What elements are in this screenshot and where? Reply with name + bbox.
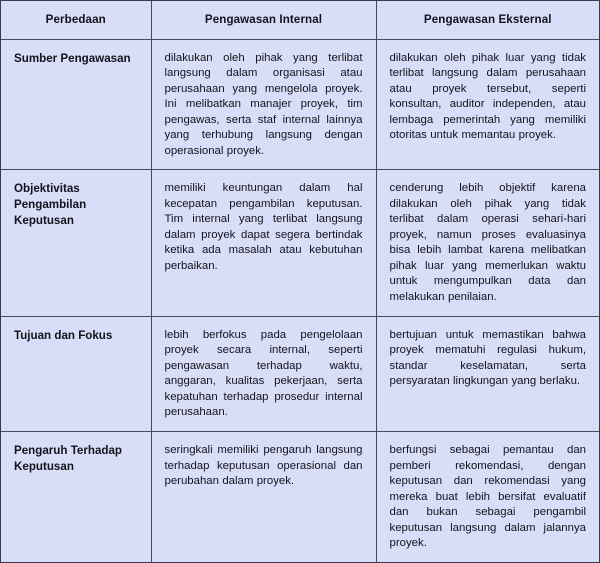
row-aspect-label: Sumber Pengawasan xyxy=(1,39,151,170)
column-header-perbedaan: Perbedaan xyxy=(1,1,151,39)
table-row xyxy=(1,432,599,562)
table-body xyxy=(1,39,599,562)
row-external-description: bertujuan untuk memastikan bahwa proyek mematuhi regulasi hukum, standar keselamatan, serta persyaratan lingkungan yang berlaku. xyxy=(376,316,599,431)
table-header xyxy=(1,1,599,39)
table-row xyxy=(1,170,599,316)
row-external-description: cenderung lebih objektif karena dilakukan oleh pihak yang tidak terlibat dalam operasi sehari-hari proyek, namun proses evaluasinya bisa lebih lambat karena melibatkan pihak luar yang memerlukan waktu untuk mengumpulkan data dan melakukan penilaian. xyxy=(376,170,599,316)
row-internal-description: seringkali memiliki pengaruh langsung terhadap keputusan operasional dan perubahan dalam proyek. xyxy=(151,432,376,562)
row-aspect-label: Objektivitas Pengambilan Keputusan xyxy=(1,170,151,316)
row-external-description: berfungsi sebagai pemantau dan pemberi rekomendasi, dengan keputusan dan rekomendasi yang mereka buat lebih bersifat evaluatif dan bukan sebagai pengambil keputusan langsung dalam jalannya proyek. xyxy=(376,432,599,562)
column-header-pengawasan-internal: Pengawasan Internal xyxy=(151,1,376,39)
table-row xyxy=(1,316,599,431)
table-row xyxy=(1,39,599,170)
column-header-pengawasan-eksternal: Pengawasan Eksternal xyxy=(376,1,599,39)
table-header-row xyxy=(1,1,599,39)
comparison-table xyxy=(1,1,599,562)
row-aspect-label: Tujuan dan Fokus xyxy=(1,316,151,431)
row-external-description: dilakukan oleh pihak luar yang tidak terlibat langsung dalam perusahaan atau proyek tersebut, seperti konsultan, auditor independen, atau lembaga pemerintah yang memiliki otoritas untuk memantau proyek. xyxy=(389,51,586,141)
row-internal-description: lebih berfokus pada pengelolaan proyek secara internal, seperti pengawasan terhadap waktu, anggaran, kualitas pekerjaan, serta kepatuhan terhadap prosedur internal perusahaan. xyxy=(151,316,376,431)
row-aspect-label: Pengaruh Terhadap Keputusan xyxy=(1,432,151,562)
row-internal-description: memiliki keuntungan dalam hal kecepatan pengambilan keputusan. Tim internal yang terlibat langsung dalam proyek dapat segera bertindak ketika ada masalah atau kebutuhan perbaikan. xyxy=(151,170,376,316)
row-internal-description: dilakukan oleh pihak yang terlibat langsung dalam organisasi atau perusahaan yang mengelola proyek. Ini melibatkan manajer proyek, tim pengawas, serta staf internal lainnya yang terhubung langsung dengan operasional proyek. xyxy=(151,39,376,170)
